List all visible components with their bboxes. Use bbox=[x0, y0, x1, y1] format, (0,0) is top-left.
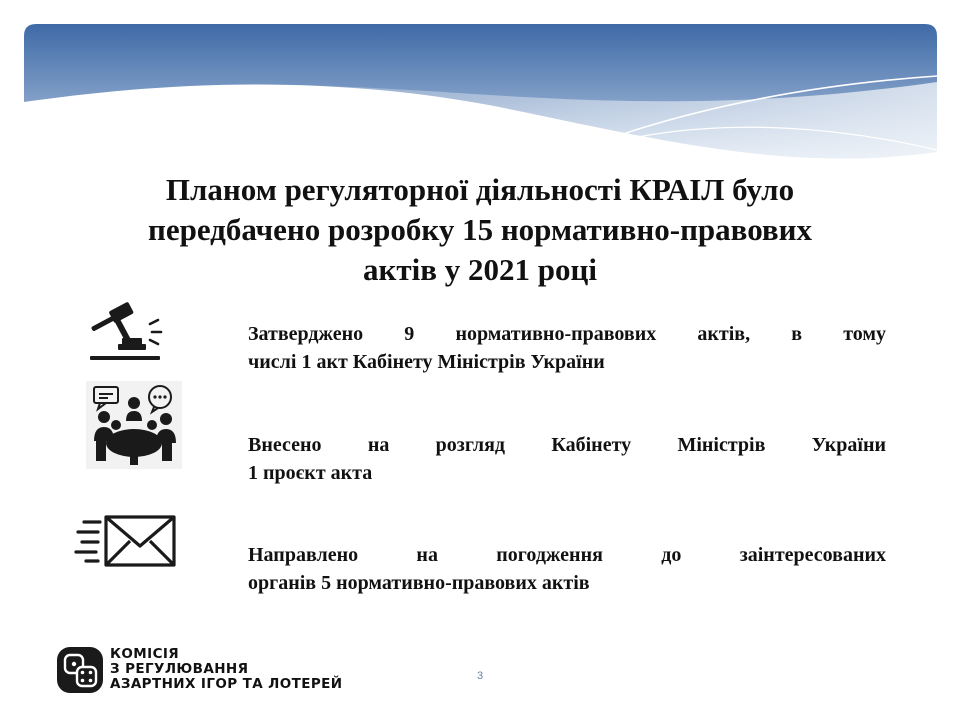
logo-text bbox=[110, 647, 342, 692]
slide-title bbox=[60, 170, 900, 290]
gavel-icon bbox=[88, 298, 164, 366]
item-sent-text bbox=[248, 541, 886, 597]
header-banner bbox=[24, 24, 937, 174]
logo-line: КОМІСІЯ bbox=[110, 646, 180, 662]
item-line: Затверджено 9 нормативно-правових актів, в тому bbox=[248, 323, 886, 345]
title-line: Планом регуляторної діяльності КРАІЛ було bbox=[165, 172, 795, 207]
item-line: Внесено на розгляд Кабінету Міністрів України bbox=[248, 434, 886, 456]
item-line: числі 1 акт Кабінету Міністрів України bbox=[248, 351, 605, 373]
meeting-icon bbox=[86, 381, 182, 469]
envelope-icon bbox=[74, 514, 178, 568]
item-line: органів 5 нормативно-правових актів bbox=[248, 572, 590, 594]
item-approved-text bbox=[248, 320, 886, 376]
item-line: 1 проєкт акта bbox=[248, 462, 373, 484]
organization-logo bbox=[56, 646, 356, 694]
item-submitted-text bbox=[248, 431, 886, 487]
item-line: Направлено на погодження до заінтересованих bbox=[248, 544, 886, 566]
title-line: передбачено розробку 15 нормативно-правових bbox=[147, 212, 813, 247]
logo-line: З РЕГУЛЮВАННЯ bbox=[110, 661, 249, 677]
dice-logo-icon bbox=[56, 646, 104, 694]
title-line: актів у 2021 році bbox=[363, 252, 597, 287]
page-number: 3 bbox=[476, 670, 484, 682]
logo-line: АЗАРТНИХ ІГОР ТА ЛОТЕРЕЙ bbox=[110, 676, 343, 692]
